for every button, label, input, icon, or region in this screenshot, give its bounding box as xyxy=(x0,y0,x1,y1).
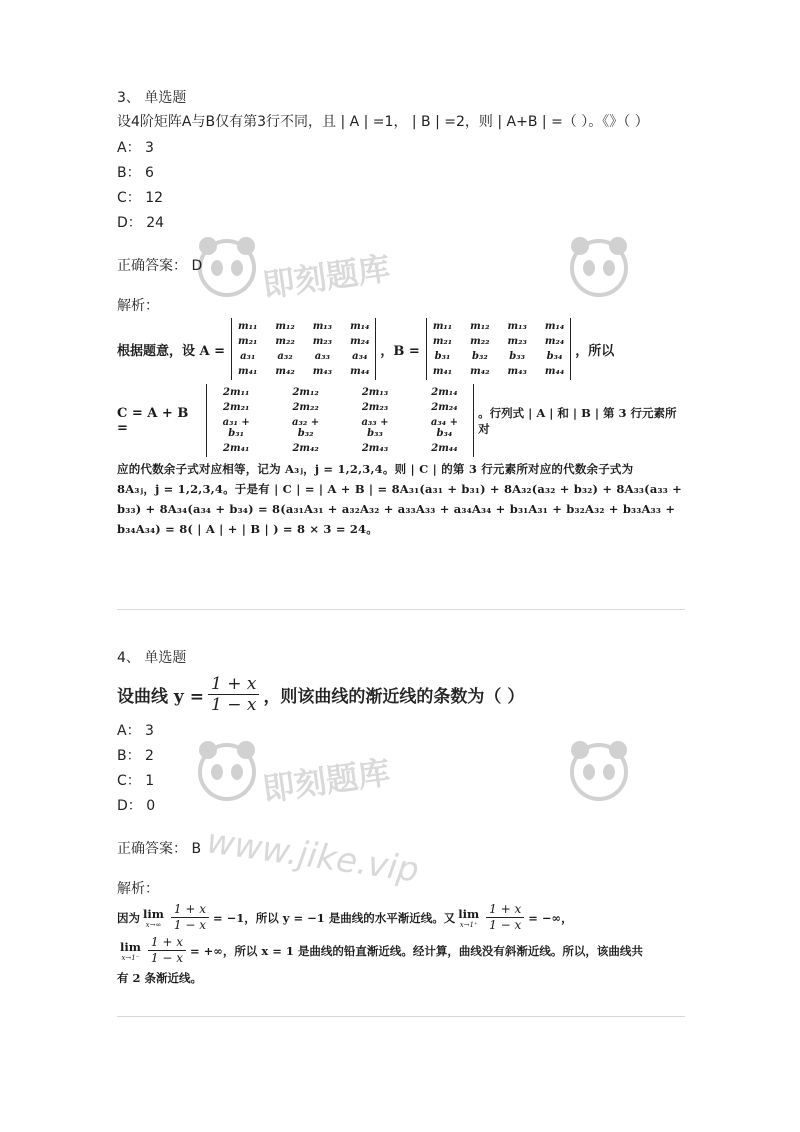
matrix-cell: m₂₁ xyxy=(432,336,453,347)
matrix-cell: m₂₃ xyxy=(312,336,333,347)
fraction-denominator: 1 − x xyxy=(150,951,183,965)
analysis-line: 8A₃ⱼ，j = 1,2,3,4。于是有 | C | = | A + B | = 8A₃₁(a₃₁ + b₃₁) + 8A₃₂(a₃₂ + b₃₂) + 8A₃₃(a₃₃ + xyxy=(117,482,682,496)
question-stem xyxy=(117,674,685,715)
matrix-cell: b₃₃ xyxy=(509,351,526,362)
fraction-denominator: 1 − x xyxy=(210,695,257,715)
matrix-cell: m₄₂ xyxy=(470,366,490,377)
matrix-cell: m₁₃ xyxy=(507,321,527,332)
option-b[interactable]: B： 6 xyxy=(117,165,154,181)
analysis-text: C = A + B = xyxy=(117,405,189,436)
fraction-numerator: 1 + x xyxy=(148,935,186,951)
fraction xyxy=(208,674,259,715)
question-4 xyxy=(117,648,685,899)
matrix-cell: a₃₁ + b₃₁ xyxy=(222,417,250,439)
divider xyxy=(117,609,685,610)
limit-subscript: x→1⁺ xyxy=(459,920,478,929)
matrix-cell: m₁₄ xyxy=(350,321,370,332)
question-title: 3、 单选题 xyxy=(117,90,187,106)
matrix-cell: m₂₃ xyxy=(507,336,527,347)
answer-label: 正确答案： xyxy=(117,258,187,274)
matrix-cell: a₃₂ xyxy=(277,351,293,362)
options-list xyxy=(117,719,685,819)
question-3 xyxy=(117,88,685,316)
matrix-definition-row xyxy=(117,318,685,380)
analysis-line xyxy=(117,902,685,933)
limit-subscript: x→1⁻ xyxy=(121,953,140,962)
matrix-cell: m₂₄ xyxy=(544,336,565,347)
matrix-cell: 2m₁₃ xyxy=(361,387,389,398)
matrix-cell: m₁₃ xyxy=(312,321,333,332)
question-stem: 设4阶矩阵A与B仅有第3行不同，且 | A | =1， | B | =2，则 | A+B | =（ ）。《》（ ） xyxy=(117,114,649,130)
matrix-cell: m₄₁ xyxy=(238,366,258,377)
analysis-line: b₃₄A₃₄) = 8( | A | + | B | ) = 8 × 3 = 24。 xyxy=(117,522,378,536)
matrix-cell: 2m₂₃ xyxy=(361,402,389,413)
matrix-cell: 2m₁₄ xyxy=(431,387,458,398)
matrix-cell: b₃₂ xyxy=(471,351,488,362)
analysis-paragraph xyxy=(117,459,685,539)
analysis-text: = −1，所以 y = −1 是曲线的水平渐近线。又 xyxy=(213,910,456,925)
matrix-cell: 2m₂₁ xyxy=(223,402,250,413)
analysis-image-q4 xyxy=(117,902,685,986)
matrix-cell: b₃₁ xyxy=(434,351,451,362)
limit-subscript: x→∞ xyxy=(145,920,162,929)
fraction xyxy=(486,902,524,933)
analysis-text: = −∞， xyxy=(528,910,573,925)
analysis-line: 有 2 条渐近线。 xyxy=(117,971,203,985)
matrix-cell: a₃₃ xyxy=(314,351,331,362)
matrix-cell: 2m₁₂ xyxy=(292,387,319,398)
matrix-cell: m₁₂ xyxy=(275,321,295,332)
matrix-cell: 2m₄₁ xyxy=(223,443,250,454)
fraction-denominator: 1 − x xyxy=(489,918,522,932)
fraction-numerator: 1 + x xyxy=(486,902,524,918)
option-a[interactable]: A： 3 xyxy=(117,723,154,739)
matrix-cell: 2m₁₁ xyxy=(223,387,250,398)
watermark-url: www.jike.vip xyxy=(204,821,422,891)
matrix-cell: 2m₂₄ xyxy=(431,402,458,413)
limit-symbol: lim xyxy=(458,906,480,921)
question-title: 4、 单选题 xyxy=(117,650,187,666)
option-d[interactable]: D： 24 xyxy=(117,215,165,231)
limit-symbol: lim xyxy=(143,906,164,921)
matrix-cell: a₃₃ + b₃₃ xyxy=(361,417,389,439)
matrix-cell: m₁₁ xyxy=(432,321,453,332)
matrix-cell: m₁₂ xyxy=(470,321,490,332)
option-a[interactable]: A： 3 xyxy=(117,140,154,156)
analysis-image-q3 xyxy=(117,318,685,539)
analysis-text: 。行列式 | A | 和 | B | 第 3 行元素所对 xyxy=(478,405,677,436)
analysis-text: 根据题意，设 A = xyxy=(117,343,226,359)
watermark-brand: 即刻题库 xyxy=(260,753,393,809)
analysis-line: b₃₃) + 8A₃₄(a₃₄ + b₃₄) = 8(a₃₁A₃₁ + a₃₂A₃₂ + a₃₃A₃₃ + a₃₄A₃₄ + b₃₁A₃₁ + b₃₂A₃₂ + b₃₃A₃₃ + xyxy=(117,502,676,516)
fraction xyxy=(171,902,209,933)
analysis-label: 解析： xyxy=(117,881,159,897)
matrix-cell: m₂₂ xyxy=(275,336,295,347)
answer-label: 正确答案： xyxy=(117,841,187,857)
matrix-cell: m₄₂ xyxy=(275,366,295,377)
stem-prefix: 设曲线 y = xyxy=(117,687,204,707)
matrix-cell: m₁₄ xyxy=(544,321,565,332)
analysis-text: ，B = xyxy=(380,343,420,359)
matrix-a xyxy=(231,318,376,380)
matrix-cell: m₂₄ xyxy=(350,336,370,347)
option-c[interactable]: C： 12 xyxy=(117,190,164,206)
fraction-numerator: 1 + x xyxy=(171,902,209,918)
analysis-line: 应的代数余子式对应相等，记为 A₃ⱼ，j = 1,2,3,4。则 | C | 的第 3 行元素所对应的代数余子式为 xyxy=(117,462,634,476)
matrix-c xyxy=(206,384,474,457)
option-b[interactable]: B： 2 xyxy=(117,748,154,764)
matrix-cell: m₄₃ xyxy=(312,366,333,377)
matrix-cell: a₃₂ + b₃₂ xyxy=(292,417,320,439)
watermark-brand: 即刻题库 xyxy=(260,249,393,305)
matrix-cell: 2m₄₄ xyxy=(431,443,458,454)
limit xyxy=(143,907,164,929)
matrix-b xyxy=(426,318,571,380)
correct-answer xyxy=(117,839,685,859)
matrix-cell: 2m₂₂ xyxy=(292,402,319,413)
matrix-cell: 2m₄₃ xyxy=(361,443,389,454)
answer-value: B xyxy=(191,841,202,857)
analysis-text: 因为 xyxy=(117,910,140,925)
matrix-cell: m₄₃ xyxy=(507,366,527,377)
fraction-denominator: 1 − x xyxy=(173,918,206,932)
matrix-cell: m₄₄ xyxy=(350,366,370,377)
matrix-cell: m₁₁ xyxy=(238,321,258,332)
matrix-cell: m₂₁ xyxy=(238,336,258,347)
matrix-cell: a₃₁ xyxy=(240,351,256,362)
answer-value: D xyxy=(191,258,203,274)
limit xyxy=(458,907,479,929)
matrix-cell: 2m₄₂ xyxy=(292,443,319,454)
matrix-cell: b₃₄ xyxy=(546,351,563,362)
analysis-text: ，所以 xyxy=(575,343,615,359)
matrix-c-row xyxy=(117,384,685,457)
matrix-cell: m₄₁ xyxy=(432,366,453,377)
fraction-numerator: 1 + x xyxy=(208,674,259,695)
limit xyxy=(120,940,141,962)
option-c[interactable]: C： 1 xyxy=(117,773,155,789)
matrix-cell: a₃₄ + b₃₄ xyxy=(430,417,458,439)
option-d[interactable]: D： 0 xyxy=(117,798,156,814)
matrix-cell: m₄₄ xyxy=(544,366,565,377)
matrix-cell: a₃₄ xyxy=(352,351,368,362)
divider xyxy=(117,1016,685,1017)
correct-answer xyxy=(117,256,685,276)
fraction xyxy=(148,935,186,966)
options-list xyxy=(117,136,685,236)
stem-suffix: ，则该曲线的渐近线的条数为（ ） xyxy=(263,687,525,707)
matrix-cell: m₂₂ xyxy=(470,336,490,347)
limit-symbol: lim xyxy=(120,939,141,954)
analysis-line xyxy=(117,935,685,966)
analysis-text: = +∞，所以 x = 1 是曲线的铅直渐近线。经计算，曲线没有斜渐近线。所以，该曲线共 xyxy=(190,943,643,958)
analysis-label: 解析： xyxy=(117,298,159,314)
